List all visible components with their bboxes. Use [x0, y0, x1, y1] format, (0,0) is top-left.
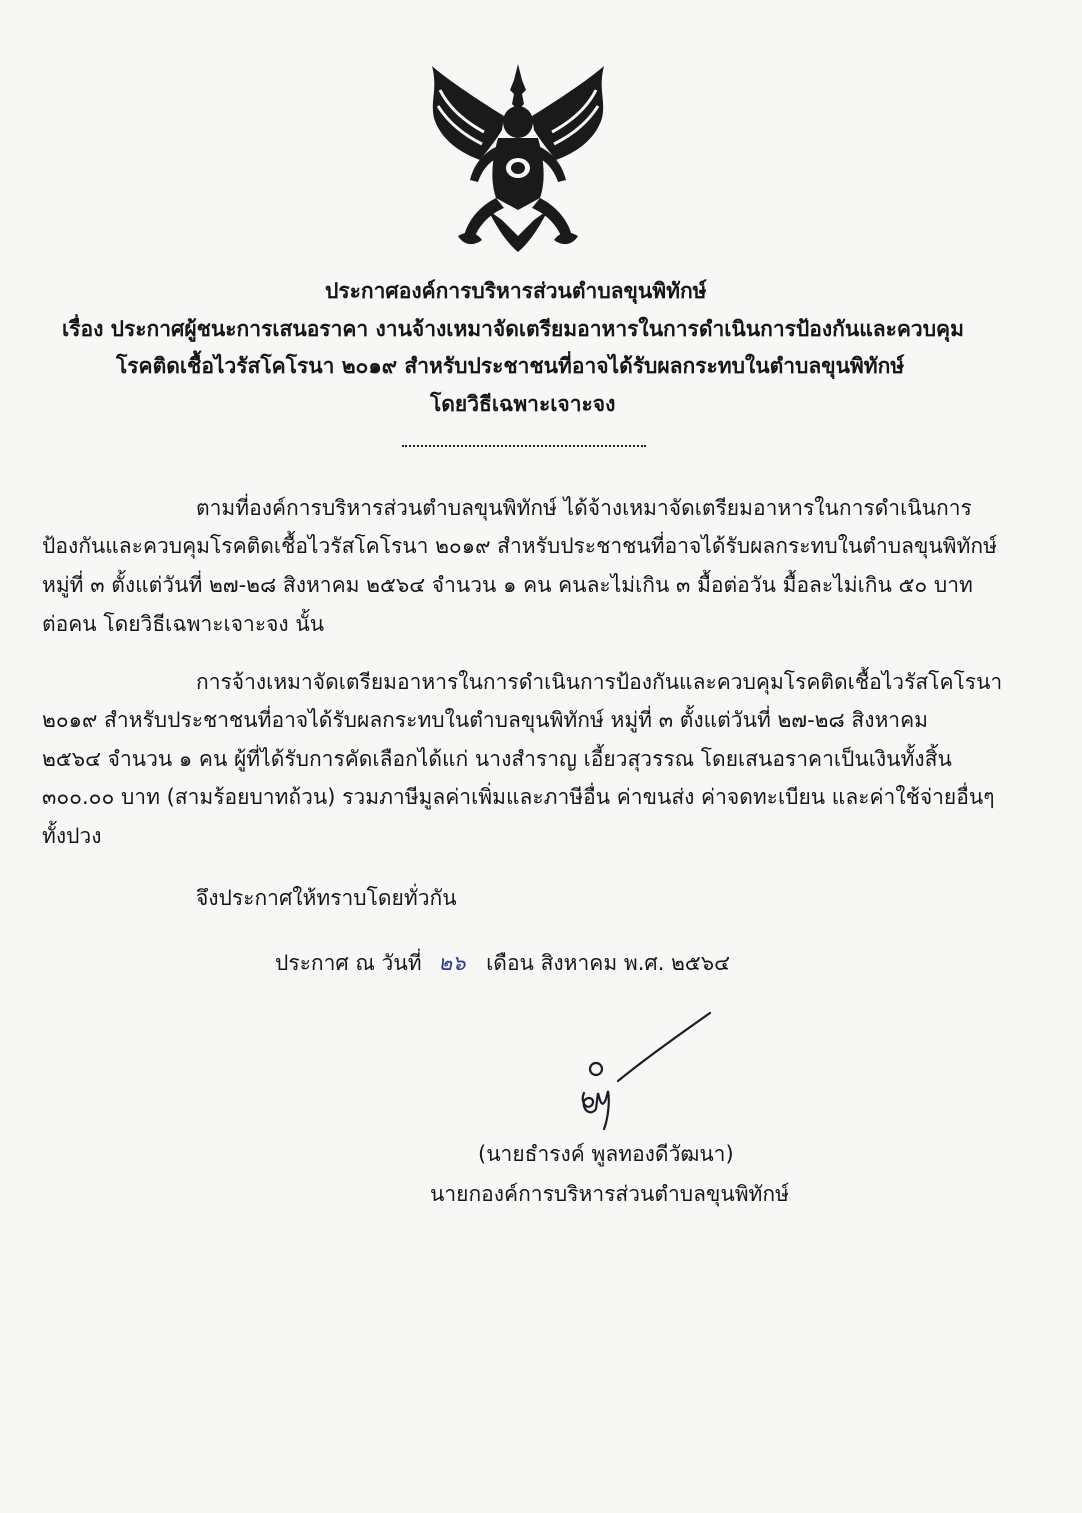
paragraph-2-line-2: ๒๐๑๙ สำหรับประชาชนที่อาจได้รับผลกระทบในตำบลขุนพิทักษ์ หมู่ที่ ๓ ตั้งแต่วันที่ ๒๗-๒๘ สิงหาคม [42, 708, 928, 732]
paragraph-1-line-4: ต่อคน โดยวิธีเฉพาะเจาะจง นั้น [42, 612, 325, 636]
date-month-year: เดือน สิงหาคม พ.ศ. ๒๕๖๔ [486, 951, 731, 975]
date-prefix: ประกาศ ณ วันที่ [275, 951, 422, 975]
paragraph-2-line-1: การจ้างเหมาจัดเตรียมอาหารในการดำเนินการป้องกันและควบคุมโรคติดเชื้อไวรัสโคโรนา [196, 670, 1003, 694]
date-day-handwritten: ๒๖ [438, 951, 466, 975]
garuda-emblem-icon [418, 60, 618, 256]
signatory-name: (นายธำรงค์ พูลทองดีวัฒนา) [478, 1142, 734, 1166]
paragraph-1-line-2: ป้องกันและควบคุมโรคติดเชื้อไวรัสโคโรนา ๒๐๑๙ สำหรับประชาชนที่อาจได้รับผลกระทบในตำบลขุนพิทักษ์ [42, 534, 997, 558]
paragraph-2-line-3: ๒๕๖๔ จำนวน ๑ คน ผู้ที่ได้รับการคัดเลือกได้แก่ นางสำราญ เอี้ยวสุวรรณ โดยเสนอราคาเป็นเงินทั้งสิ้น [42, 747, 952, 771]
paragraph-1-line-1: ตามที่องค์การบริหารส่วนตำบลขุนพิทักษ์ ได้จ้างเหมาจัดเตรียมอาหารในการดำเนินการ [196, 496, 972, 520]
title-line-4: โดยวิธีเฉพาะเจาะจง [430, 392, 616, 416]
dotted-separator [402, 445, 646, 447]
closing-statement: จึงประกาศให้ทราบโดยทั่วกัน [196, 886, 457, 910]
paragraph-2-line-5: ทั้งปวง [42, 824, 102, 848]
paragraph-1-line-3: หมู่ที่ ๓ ตั้งแต่วันที่ ๒๗-๒๘ สิงหาคม ๒๕๖๔ จำนวน ๑ คน คนละไม่เกิน ๓ มื้อต่อวัน มื้อละไม่เกิน ๕๐ บาท [42, 573, 973, 597]
title-line-1: ประกาศองค์การบริหารส่วนตำบลขุนพิทักษ์ [325, 279, 707, 303]
title-line-2: เรื่อง ประกาศผู้ชนะการเสนอราคา งานจ้างเหมาจัดเตรียมอาหารในการดำเนินการป้องกันและควบคุม [62, 317, 964, 341]
paragraph-2-line-4: ๓๐๐.๐๐ บาท (สามร้อยบาทถ้วน) รวมภาษีมูลค่าเพิ่มและภาษีอื่น ค่าขนส่ง ค่าจดทะเบียน และค่าใช้จ่ายอื่นๆ [42, 785, 995, 809]
signatory-position: นายกองค์การบริหารส่วนตำบลขุนพิทักษ์ [430, 1182, 789, 1206]
title-line-3: โรคติดเชื้อไวรัสโคโรนา ๒๐๑๙ สำหรับประชาชนที่อาจได้รับผลกระทบในตำบลขุนพิทักษ์ [116, 354, 905, 378]
handwritten-signature [570, 1005, 730, 1130]
announcement-date [275, 949, 730, 977]
